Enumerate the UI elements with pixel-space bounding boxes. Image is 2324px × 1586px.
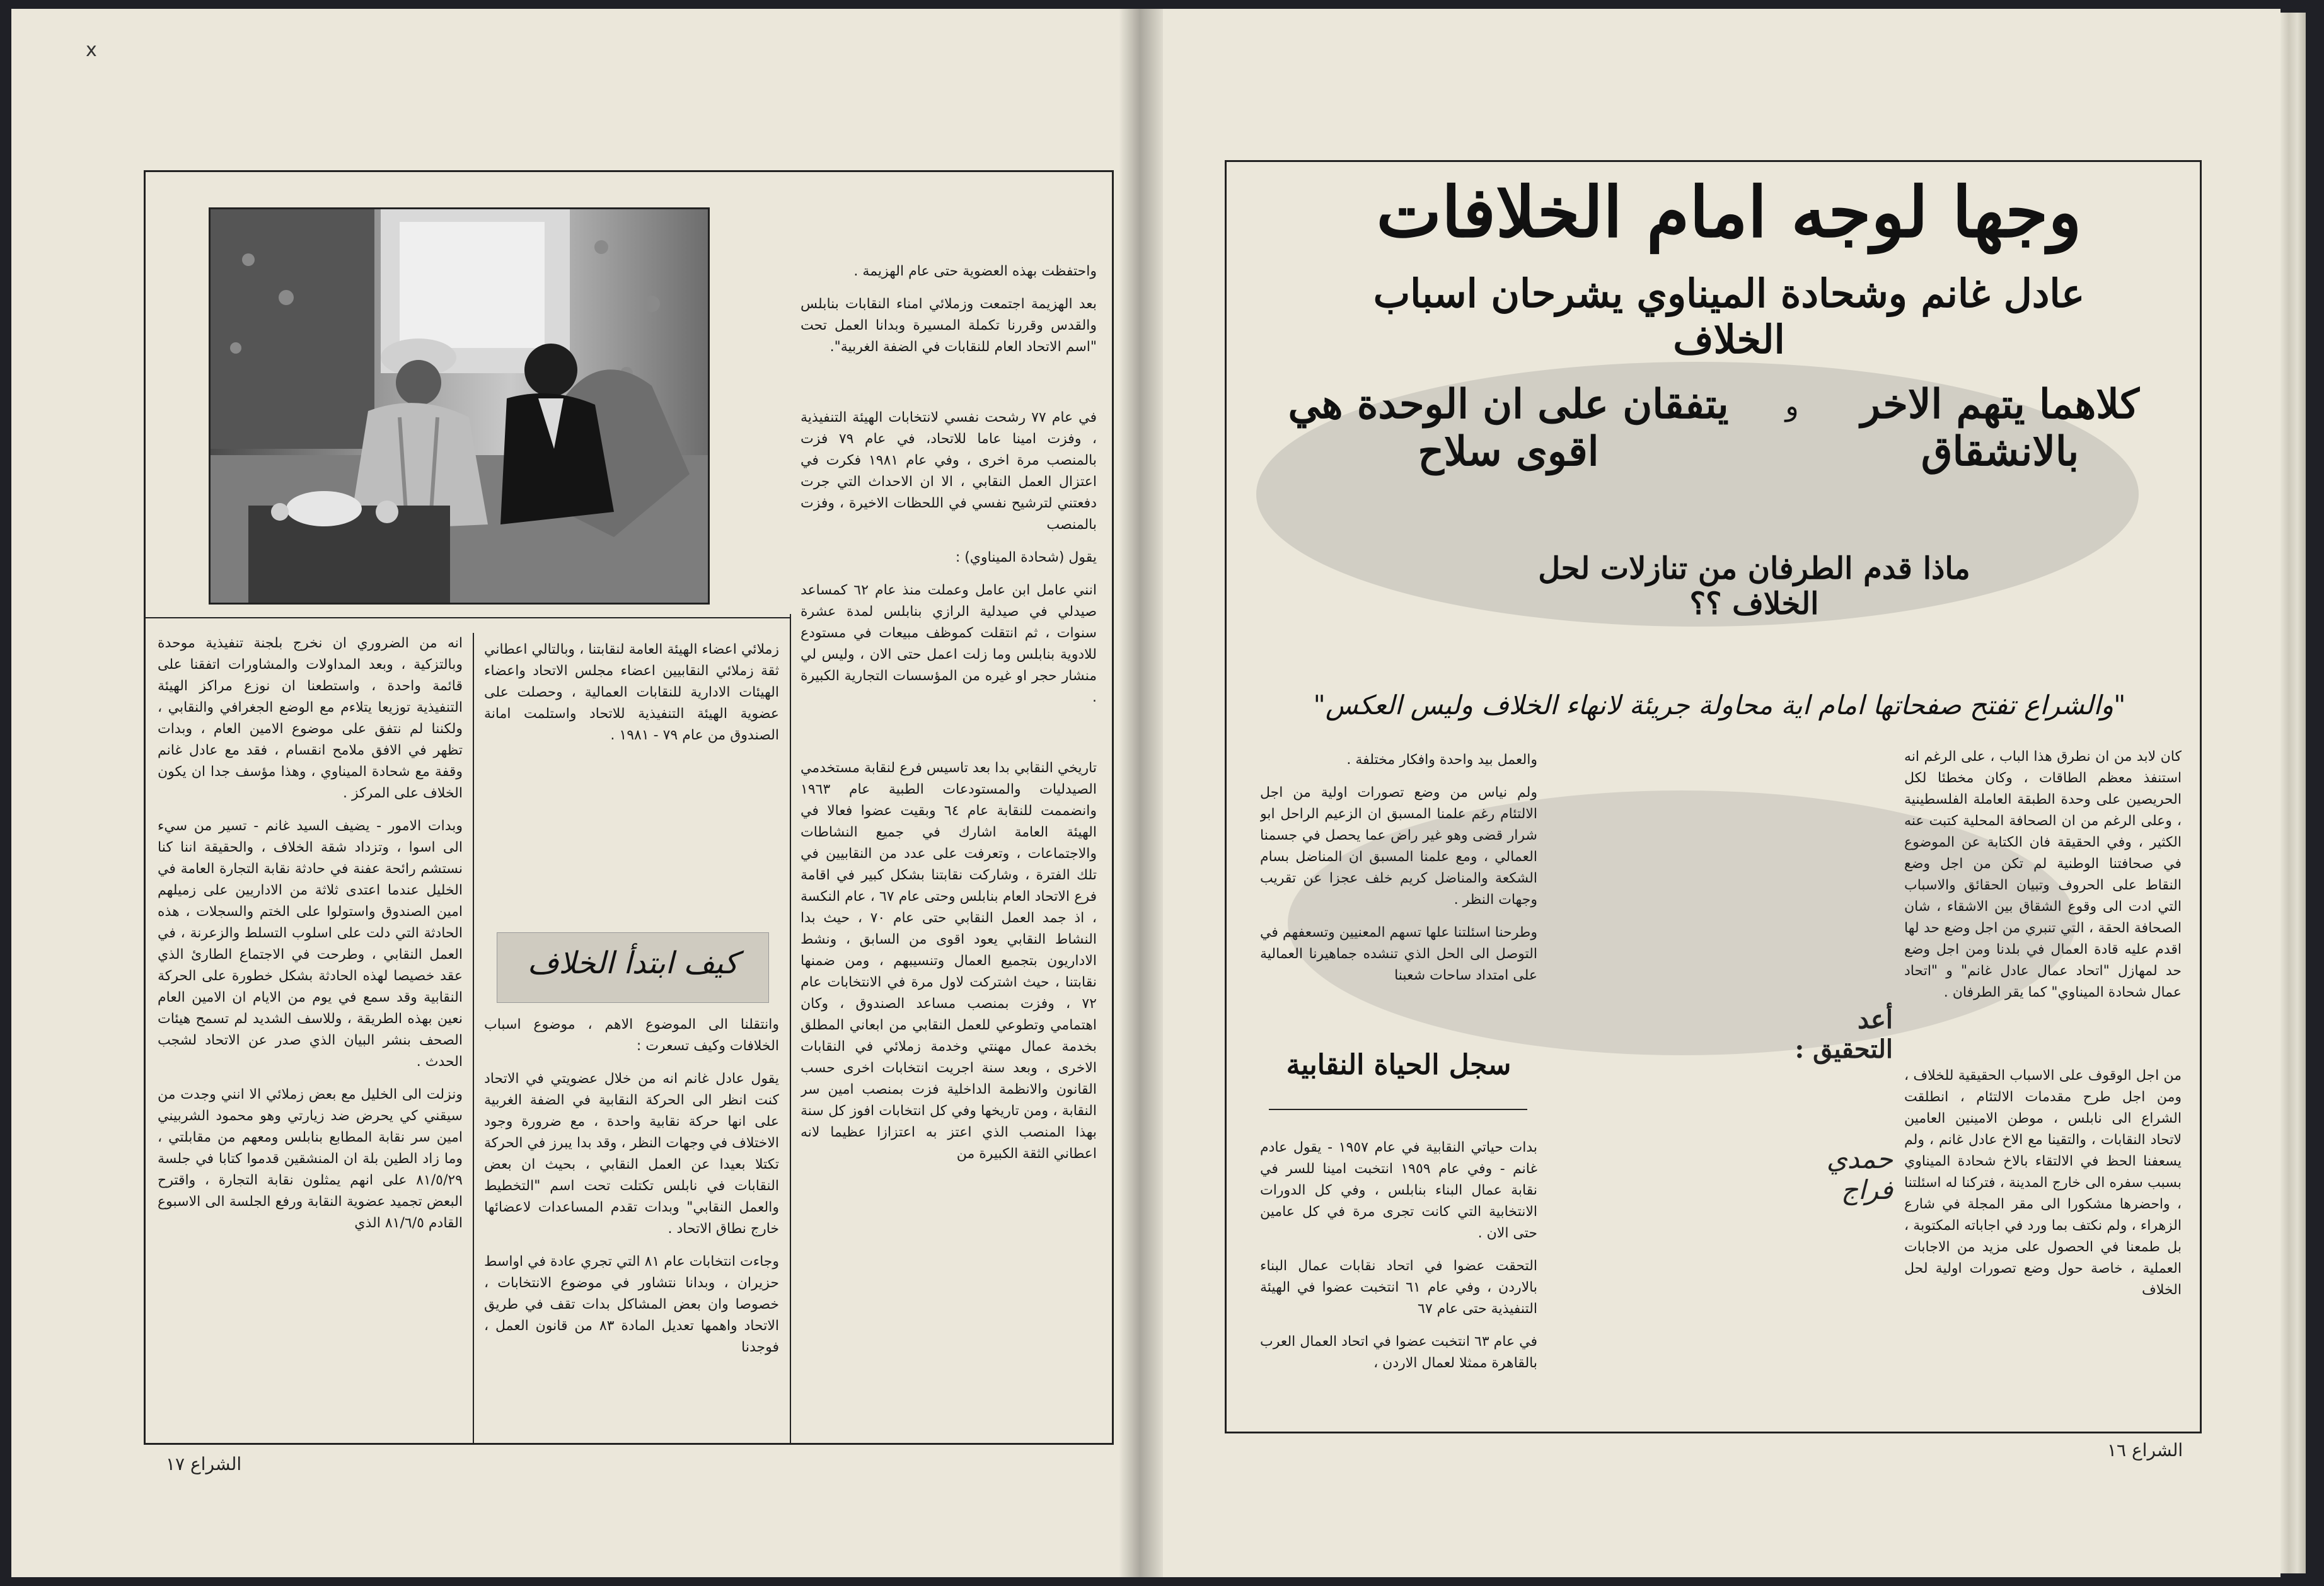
paragraph: التحقت عضوا في اتحاد نقابات عمال البناء بالاردن ، وفي عام ٦١ انتخبت عضوا في الهيئة التنفيذية حتى عام ٦٧: [1260, 1258, 1537, 1317]
interview-photo: [209, 207, 710, 605]
byline-name: حمدي فراج: [1826, 1143, 1893, 1205]
byline-label: أعد التحقيق :: [1795, 1005, 1893, 1064]
deck-part-right: كلاهما يتهم الاخر بالانشقاق: [1861, 381, 2139, 475]
paragraph: يقول (شحادة الميناوي) :: [955, 550, 1097, 565]
paragraph: تاريخي النقابي بدا بعد تاسيس فرع لنقابة مستخدمي الصيدليات والمستودعات الطبية عام ١٩٦٣ وانضممت للنقابة عام ٦٤ وبقيت عضوا فعالا في الهيئة العامة اشارك في جميع النشاطات والاجتماعات ، وتعرفت على عدد من النقابيين في تلك الفترة ، وشاركت نقابتنا بشكل كبير في اقامة فرع الاتحاد العام بنابلس وحتى عام ٦٧ ، عام النكسة ، اذ جمد العمل النقابي حتى عام ٧٠ ، حيث بدا النشاط النقابي يعود اقوى من السابق ، ونشط الاداريون بتجميع العمال وتنسيبهم ، ومن ضمنها نقابتنا ، حيث اشتركت لاول مرة في الانتخابات عام ٧٢ ، وفزت بمنصب مساعد الصندوق ، وكان اهتمامي وتطوعي للعمل النقابي من ابعاني المطلق بخدمة عمال مهنتي وخدمة زملائي في النقابات الاخرى ، وبعد سنة اجريت انتخابات اخرى حسب القانون والانظمة الداخلية فزت بمنصب امين سر النقابة ، ومن تاريخها وفي كل انتخابات افوز كل سنة بهذا المنصب الذي اعتز به اعتزازا عظيما لانه اعطاني الثقة الكبيرة من: [801, 760, 1097, 1162]
headline: وجها لوجه امام الخلافات: [1376, 171, 2082, 253]
paragraph: في عام ٦٣ انتخبت عضوا في اتحاد العمال العرب بالقاهرة ممثلا لعمال الاردن ،: [1260, 1334, 1537, 1371]
subheadline: عادل غانم وشحادة الميناوي يشرحان اسباب الخلاف: [1373, 270, 2085, 362]
paragraph: والعمل بيد واحدة وافكار مختلفة .: [1346, 752, 1537, 768]
section-heading-box: [497, 932, 769, 1003]
right-page-col-right: [1904, 746, 2182, 1427]
editorial-banner: "والشراع تفتح صفحاتها امام اية محاولة جريئة لانهاء الخلاف وليس العكس": [1313, 690, 2126, 721]
paragraph: يقول عادل غانم انه من خلال عضويتي في الاتحاد كنت انظر الى الحركة النقابية في الضفة الغربية على انها حركة نقابية واحدة ، مع ضرورة وجود الاختلاف في وجهات النظر ، وقد بدا يبرز في الحركة تكتلا بعيدا عن العمل النقابي ، بحيث ان بعض النقابات في نابلس تكتلت تحت اسم "التخطيط والعمل النقابي" وبدات تقدم المساعدات لاعضائها خارج نطاق الاتحاد .: [484, 1071, 779, 1237]
paragraph: وانتقلنا الى الموضوع الاهم ، موضوع اسباب الخلافات وكيف تسعرت :: [484, 1017, 779, 1054]
photo-image: [211, 209, 710, 605]
paragraph: وبدات الامور - يضيف السيد غانم - تسير من سيء الى اسوا ، وتزداد شقة الخلاف ، والحقيقة اننا كنا نستشم رائحة عفنة في حادثة نقابة التجارة العامة في الخليل عندما اعتدى ثلاثة من الاداريين على زميلهم امين الصندوق واستولوا على الختم والسجلات ، هذه الحادثة التي دلت على اسلوب التسلط والزعرنة ، في العمل النقابي ، وطرحت في الاجتماع الطارئ الذي عقد خصيصا لهذه الحادثة بشكل خطورة على الحركة النقابية وقد سمع في يوم من الايام ان الامين العام نعين بهذه الطريقة ، وللاسف الشديد لم تسمح هيئات الصحف بنشر البيان الذي صدر عن الاتحاد لشجب الحدث .: [158, 818, 463, 1070]
paragraph: ونزلت الى الخليل مع بعض زملائي الا انني وجدت من سيقني كي يحرض ضد زيارتي وهو محمود الشربيني امين سر نقابة المطابع بنابلس ومعهم من مقابلتي ، وما زاد الطين بلة ان المنشقين قدموا كتابا في جلسة ٨١/٥/٢٩ على انهم يمثلون نقابة التجارة ، واقترح البعض تجميد عضوية النقابة ورفع الجلسة الى الاسبوع القادم ٨١/٦/٥ الذي: [158, 1087, 463, 1231]
paragraph: بعد الهزيمة اجتمعت وزملائي امناء النقابات بنابلس والقدس وقررنا تكملة المسيرة وبدانا العمل تحت "اسم الاتحاد العام للنقابات في الضفة الغربية".: [801, 296, 1097, 355]
left-page-col-right: [801, 261, 1097, 1433]
paragraph: بدات حياتي النقابية في عام ١٩٥٧ - يقول عادم غانم - وفي عام ١٩٥٩ انتخبت امينا للسر في نقابة عمال البناء بنابلس ، وفي كل الدورات الانتخابية التي كانت تجرى مرة في كل عامين حتى الان .: [1260, 1140, 1537, 1241]
spine-shadow: [1119, 9, 1163, 1577]
sidebar-rule: [1269, 1109, 1527, 1110]
paragraph: ولم نياس من وضع تصورات اولية من اجل الالتئام رغم علمنا المسبق ان الزعيم الراحل ابو شرار قضى وهو غير راض عما يحصل في جسمنا العمالي ، ومع علمنا المسبق ان المناضل بسام الشكعة والمناضل كريم خلف عجزا عن تقريب وجهات النظر .: [1260, 785, 1537, 908]
page-folio: الشراع ١٦: [2107, 1440, 2183, 1461]
left-page-col-left: [158, 633, 463, 1437]
question-heading: ماذا قدم الطرفان من تنازلات لحل الخلاف ؟؟: [1538, 551, 1970, 622]
right-page-col-left-bottom: [1260, 1137, 1537, 1427]
paragraph: وطرحنا اسئلتنا علها تسهم المعنيين وتسعفهم في التوصل الى الحل الذي تنشده جماهيرنا العمالية على امتداد ساحات شعبنا: [1260, 925, 1537, 983]
left-page: [11, 9, 1143, 1577]
photo-rule: [144, 617, 790, 618]
paragraph: في عام ٧٧ رشحت نفسي لانتخابات الهيئة التنفيذية ، وفزت امينا عاما للاتحاد، في عام ٧٩ فزت بالمنصب مرة اخرى ، وفي عام ١٩٨١ فكرت في اعتزال العمل النقابي ، الا ان الاحداث التي جرت دفعتني لترشيح نفسي في اللحظات الاخيرة ، وفزت بالمنصب: [801, 410, 1097, 533]
page-folio: الشراع ١٧: [166, 1454, 242, 1474]
paragraph: زملائي اعضاء الهيئة العامة لنقابتنا ، وبالتالي اعطاني ثقة زملائي النقابيين اعضاء مجلس الاتحاد واعضاء الهيئات الادارية للنقابات العمالية ، وحصلت على عضوية الهيئة التنفيذية للاتحاد واستلمت امانة الصندوق من عام ٧٩ - ١٩٨١ .: [484, 642, 779, 743]
paragraph: انني عامل ابن عامل وعملت منذ عام ٦٢ كمساعد صيدلي في صيدلية الرازي بنابلس لمدة عشرة سنوات ، ثم انتقلت كموظف مبيعات في مستودع للادوية بنابلس وما زلت اعمل حتى الان ، وليس لي منشار حجر او غيره من المؤسسات التجارية الكبيرة .: [801, 582, 1097, 705]
margin-mark: x: [86, 39, 97, 61]
paragraph: واحتفظت بهذه العضوية حتى عام الهزيمة .: [853, 263, 1097, 279]
sidebar-title: سجل الحياة النقابية: [1286, 1049, 1512, 1081]
column-rule: [790, 614, 791, 1443]
paragraph: انه من الضروري ان نخرج بلجنة تنفيذية موحدة وبالتزكية ، وبعد المداولات والمشاورات اتفقنا على قائمة واحدة ، واستطعنا ان نوزع مراكز الهيئة التنفيذية توزيعا يتلاءم مع الوضع الجغرافي والنقابي ، ولكننا لم نتفق على موضوع الامين العام ، وبدات تظهر في الافق ملامح انقسام ، فقد مع عادل غانم وقفة مع شحادة الميناوي ، وهذا مؤسف جدا ان يكون الخلاف على المركز .: [158, 635, 463, 801]
left-page-col-middle-bottom: [484, 1014, 779, 1437]
left-page-col-middle-top: [484, 639, 779, 929]
right-page: [1143, 9, 2281, 1577]
page-edges: [2281, 13, 2306, 1573]
section-heading: كيف ابتدأ الخلاف: [527, 946, 739, 981]
right-page-col-left-top: [1260, 750, 1537, 1039]
deck-conjunction: و: [1785, 390, 1799, 422]
paragraph: من اجل الوقوف على الاسباب الحقيقية للخلاف ، ومن اجل طرح مقدمات الالتئام ، انطلقت الشراع الى نابلس ، موطن الامينين العامين لاتحاد النقابات ، والتقينا مع الاخ عادل غانم ، ولم يسعفنا الحظ في الالتقاء بالاخ شحادة الميناوي بسبب سفره الى خارج المدينة ، فتركنا له اسئلتنا ، واحضرها مشكورا الى مقر المجلة في شارع الزهراء ، ولم نكتف بما ورد في اجاباته المكتوبة ، بل طمعنا في الحصول على مزيد من الاجابات العملية ، خاصة حول وضع تصورات اولية لحل الخلاف: [1904, 1068, 2182, 1298]
paragraph: كان لابد من ان نطرق هذا الباب ، على الرغم انه استنفذ معظم الطاقات ، وكان مخطئا لكل الحريصين على وحدة الطبقة العاملة الفلسطينية ، وعلى الرغم من ان الصحافة المحلية كتبت عنه الكثير ، وفي الحقيقة فان الكتابة عن الموضوع في صحافتنا الوطنية لم تكن من اجل وضع النقاط على الحروف وتبيان الحقائق والاسباب التي ادت الى وقوع الشقاق بين الاشقاء ، شان الصحافة الحقة ، التي تنبري من اجل وضع حد لها اقدم عليه قادة العمال في بلدنا ومن اجل وضع حد لمهازل "اتحاد عمال عادل غانم" و "اتحاد عمال شحادة الميناوي" كما يقر الطرفان .: [1904, 749, 2182, 1000]
paragraph: وجاءت انتخابات عام ٨١ التي تجري عادة في اواسط حزيران ، وبدانا نتشاور في موضوع الانتخابات ، خصوصا وان بعض المشاكل بدات تقف في طريق الاتحاد واهمها تعديل المادة ٨٣ من قانون العمل ، فوجدنا: [484, 1254, 779, 1355]
deck-part-left: يتفقان على ان الوحدة هي اقوى سلاح: [1288, 381, 1729, 475]
column-rule: [473, 633, 474, 1443]
